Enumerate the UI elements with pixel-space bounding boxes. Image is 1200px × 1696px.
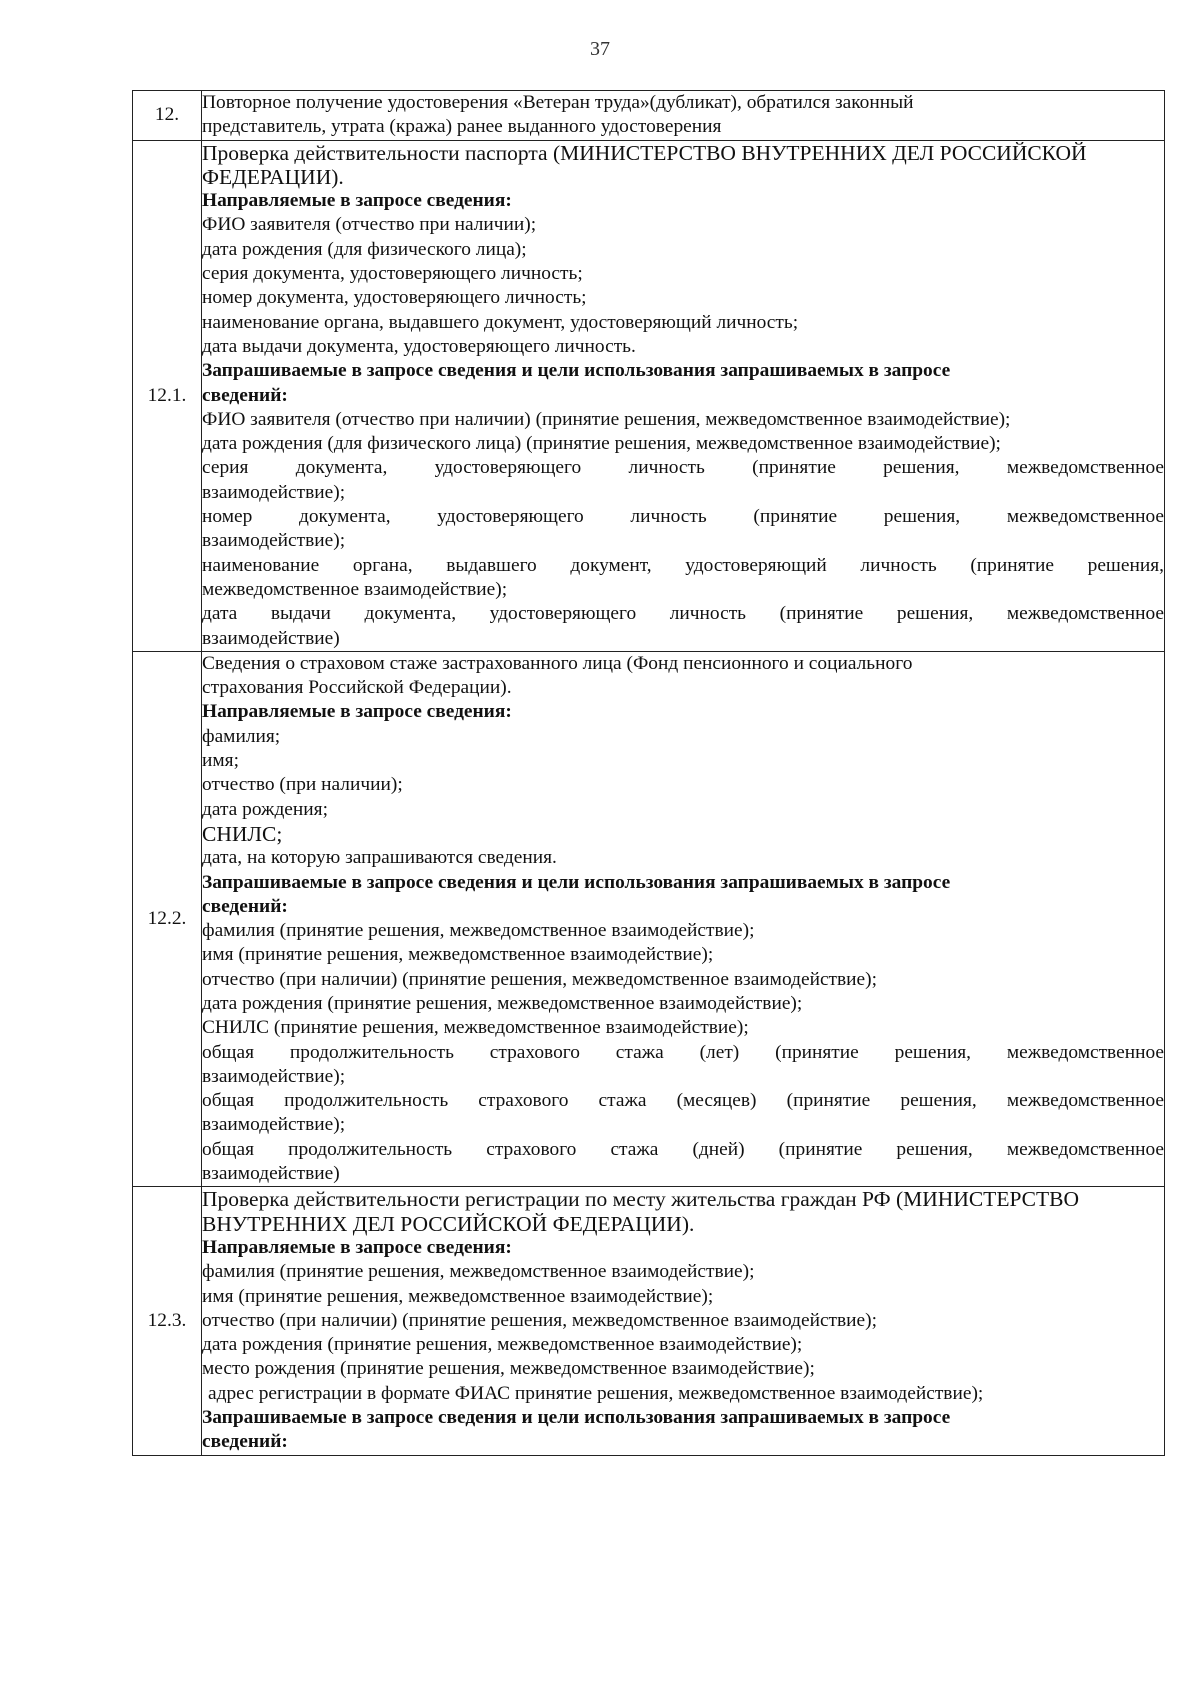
- section-heading: Запрашиваемые в запросе сведения и цели использования запрашиваемых в запросе: [202, 1407, 951, 1429]
- text-line: ФИО заявителя (отчество при наличии);: [202, 214, 537, 236]
- text-line: взаимодействие);: [202, 530, 346, 552]
- text-line: общая продолжительность страхового стажа (месяцев) (принятие решения, межведомственное: [202, 1090, 1164, 1112]
- section-heading: сведений:: [202, 1431, 288, 1453]
- text-line: Проверка действительности регистрации по месту жительства граждан РФ (МИНИСТЕРСТВО: [202, 1187, 1080, 1212]
- text-line: дата, на которую запрашиваются сведения.: [202, 847, 557, 869]
- text-line: наименование органа, выдавшего документ, удостоверяющий личность;: [202, 311, 799, 333]
- text-line: серия документа, удостоверяющего личность;: [202, 263, 583, 285]
- text-line: ФЕДЕРАЦИИ).: [202, 164, 344, 189]
- section-heading: Направляемые в запросе сведения:: [202, 1236, 512, 1258]
- table-row: [133, 140, 1165, 651]
- text-line: взаимодействие);: [202, 481, 346, 503]
- text-line: дата выдачи документа, удостоверяющего личность.: [202, 335, 636, 357]
- text-line: ВНУТРЕННИХ ДЕЛ РОССИЙСКОЙ ФЕДЕРАЦИИ).: [202, 1211, 695, 1236]
- text-line: дата рождения (принятие решения, межведомственное взаимодействие);: [202, 992, 803, 1014]
- text-line: взаимодействие): [202, 1163, 340, 1185]
- text-line: дата рождения;: [202, 798, 328, 820]
- text-line: Повторное получение удостоверения «Ветеран труда»(дубликат), обратился законный: [202, 92, 914, 113]
- section-heading: Запрашиваемые в запросе сведения и цели использования запрашиваемых в запросе: [202, 360, 951, 382]
- text-line: имя (принятие решения, межведомственное взаимодействие);: [202, 1285, 714, 1307]
- table-row: [133, 651, 1165, 1187]
- text-line: адрес регистрации в формате ФИАС принятие решения, межведомственное взаимодействие);: [208, 1382, 984, 1404]
- row-content: [202, 1187, 1165, 1455]
- text-line: взаимодействие);: [202, 1065, 346, 1087]
- text-line: фамилия;: [202, 725, 281, 747]
- section-heading: Направляемые в запросе сведения:: [202, 701, 512, 723]
- row-number: 12.: [133, 91, 202, 141]
- text-line: серия документа, удостоверяющего личность (принятие решения, межведомственное: [202, 457, 1164, 479]
- text-line: СНИЛС (принятие решения, межведомственное взаимодействие);: [202, 1017, 749, 1039]
- text-line: дата рождения (принятие решения, межведомственное взаимодействие);: [202, 1334, 803, 1356]
- text-line: дата выдачи документа, удостоверяющего личность (принятие решения, межведомственное: [202, 603, 1164, 625]
- section-heading: сведений:: [202, 895, 288, 917]
- row-content: [202, 140, 1165, 651]
- text-line: отчество (при наличии) (принятие решения, межведомственное взаимодействие);: [202, 1309, 878, 1331]
- text-line: взаимодействие): [202, 627, 340, 649]
- text-line: фамилия (принятие решения, межведомственное взаимодействие);: [202, 920, 755, 942]
- section-heading: Запрашиваемые в запросе сведения и цели использования запрашиваемых в запросе: [202, 871, 951, 893]
- text-line: фамилия (принятие решения, межведомственное взаимодействие);: [202, 1261, 755, 1283]
- text-line: Сведения о страховом стаже застрахованного лица (Фонд пенсионного и социального: [202, 652, 913, 674]
- text-line: отчество (при наличии) (принятие решения, межведомственное взаимодействие);: [202, 968, 878, 990]
- text-line: межведомственное взаимодействие);: [202, 578, 508, 600]
- text-line: имя;: [202, 750, 239, 772]
- row-number: 12.1.: [133, 140, 202, 651]
- text-line: номер документа, удостоверяющего личность;: [202, 287, 587, 309]
- document-table: [132, 90, 1165, 1456]
- text-line: номер документа, удостоверяющего личность (принятие решения, межведомственное: [202, 506, 1164, 528]
- text-line: взаимодействие);: [202, 1114, 346, 1136]
- text-line: место рождения (принятие решения, межведомственное взаимодействие);: [202, 1358, 815, 1380]
- text-line: общая продолжительность страхового стажа (лет) (принятие решения, межведомственное: [202, 1041, 1164, 1063]
- text-line: дата рождения (для физического лица) (принятие решения, межведомственное взаимодействие);: [202, 433, 1001, 455]
- text-line: представитель, утрата (кража) ранее выданного удостоверения: [202, 116, 722, 138]
- text-line: СНИЛС;: [202, 821, 283, 846]
- row-number: 12.2.: [133, 651, 202, 1187]
- text-line: отчество (при наличии);: [202, 774, 403, 796]
- text-line: имя (принятие решения, межведомственное взаимодействие);: [202, 944, 714, 966]
- page-number: 37: [590, 38, 610, 60]
- row-content: [202, 91, 1165, 141]
- text-line: Проверка действительности паспорта (МИНИСТЕРСТВО ВНУТРЕННИХ ДЕЛ РОССИЙСКОЙ: [202, 140, 1087, 165]
- section-heading: Направляемые в запросе сведения:: [202, 190, 512, 212]
- row-number: 12.3.: [133, 1187, 202, 1455]
- text-line: дата рождения (для физического лица);: [202, 238, 527, 260]
- row-content: [202, 651, 1165, 1187]
- section-heading: сведений:: [202, 384, 288, 406]
- text-line: ФИО заявителя (отчество при наличии) (принятие решения, межведомственное взаимодействие);: [202, 408, 1011, 430]
- text-line: наименование органа, выдавшего документ, удостоверяющий личность (принятие решения,: [202, 554, 1164, 576]
- table-row: [133, 91, 1165, 141]
- text-line: общая продолжительность страхового стажа (дней) (принятие решения, межведомственное: [202, 1138, 1164, 1160]
- table-row: [133, 1187, 1165, 1455]
- text-line: страхования Российской Федерации).: [202, 677, 512, 699]
